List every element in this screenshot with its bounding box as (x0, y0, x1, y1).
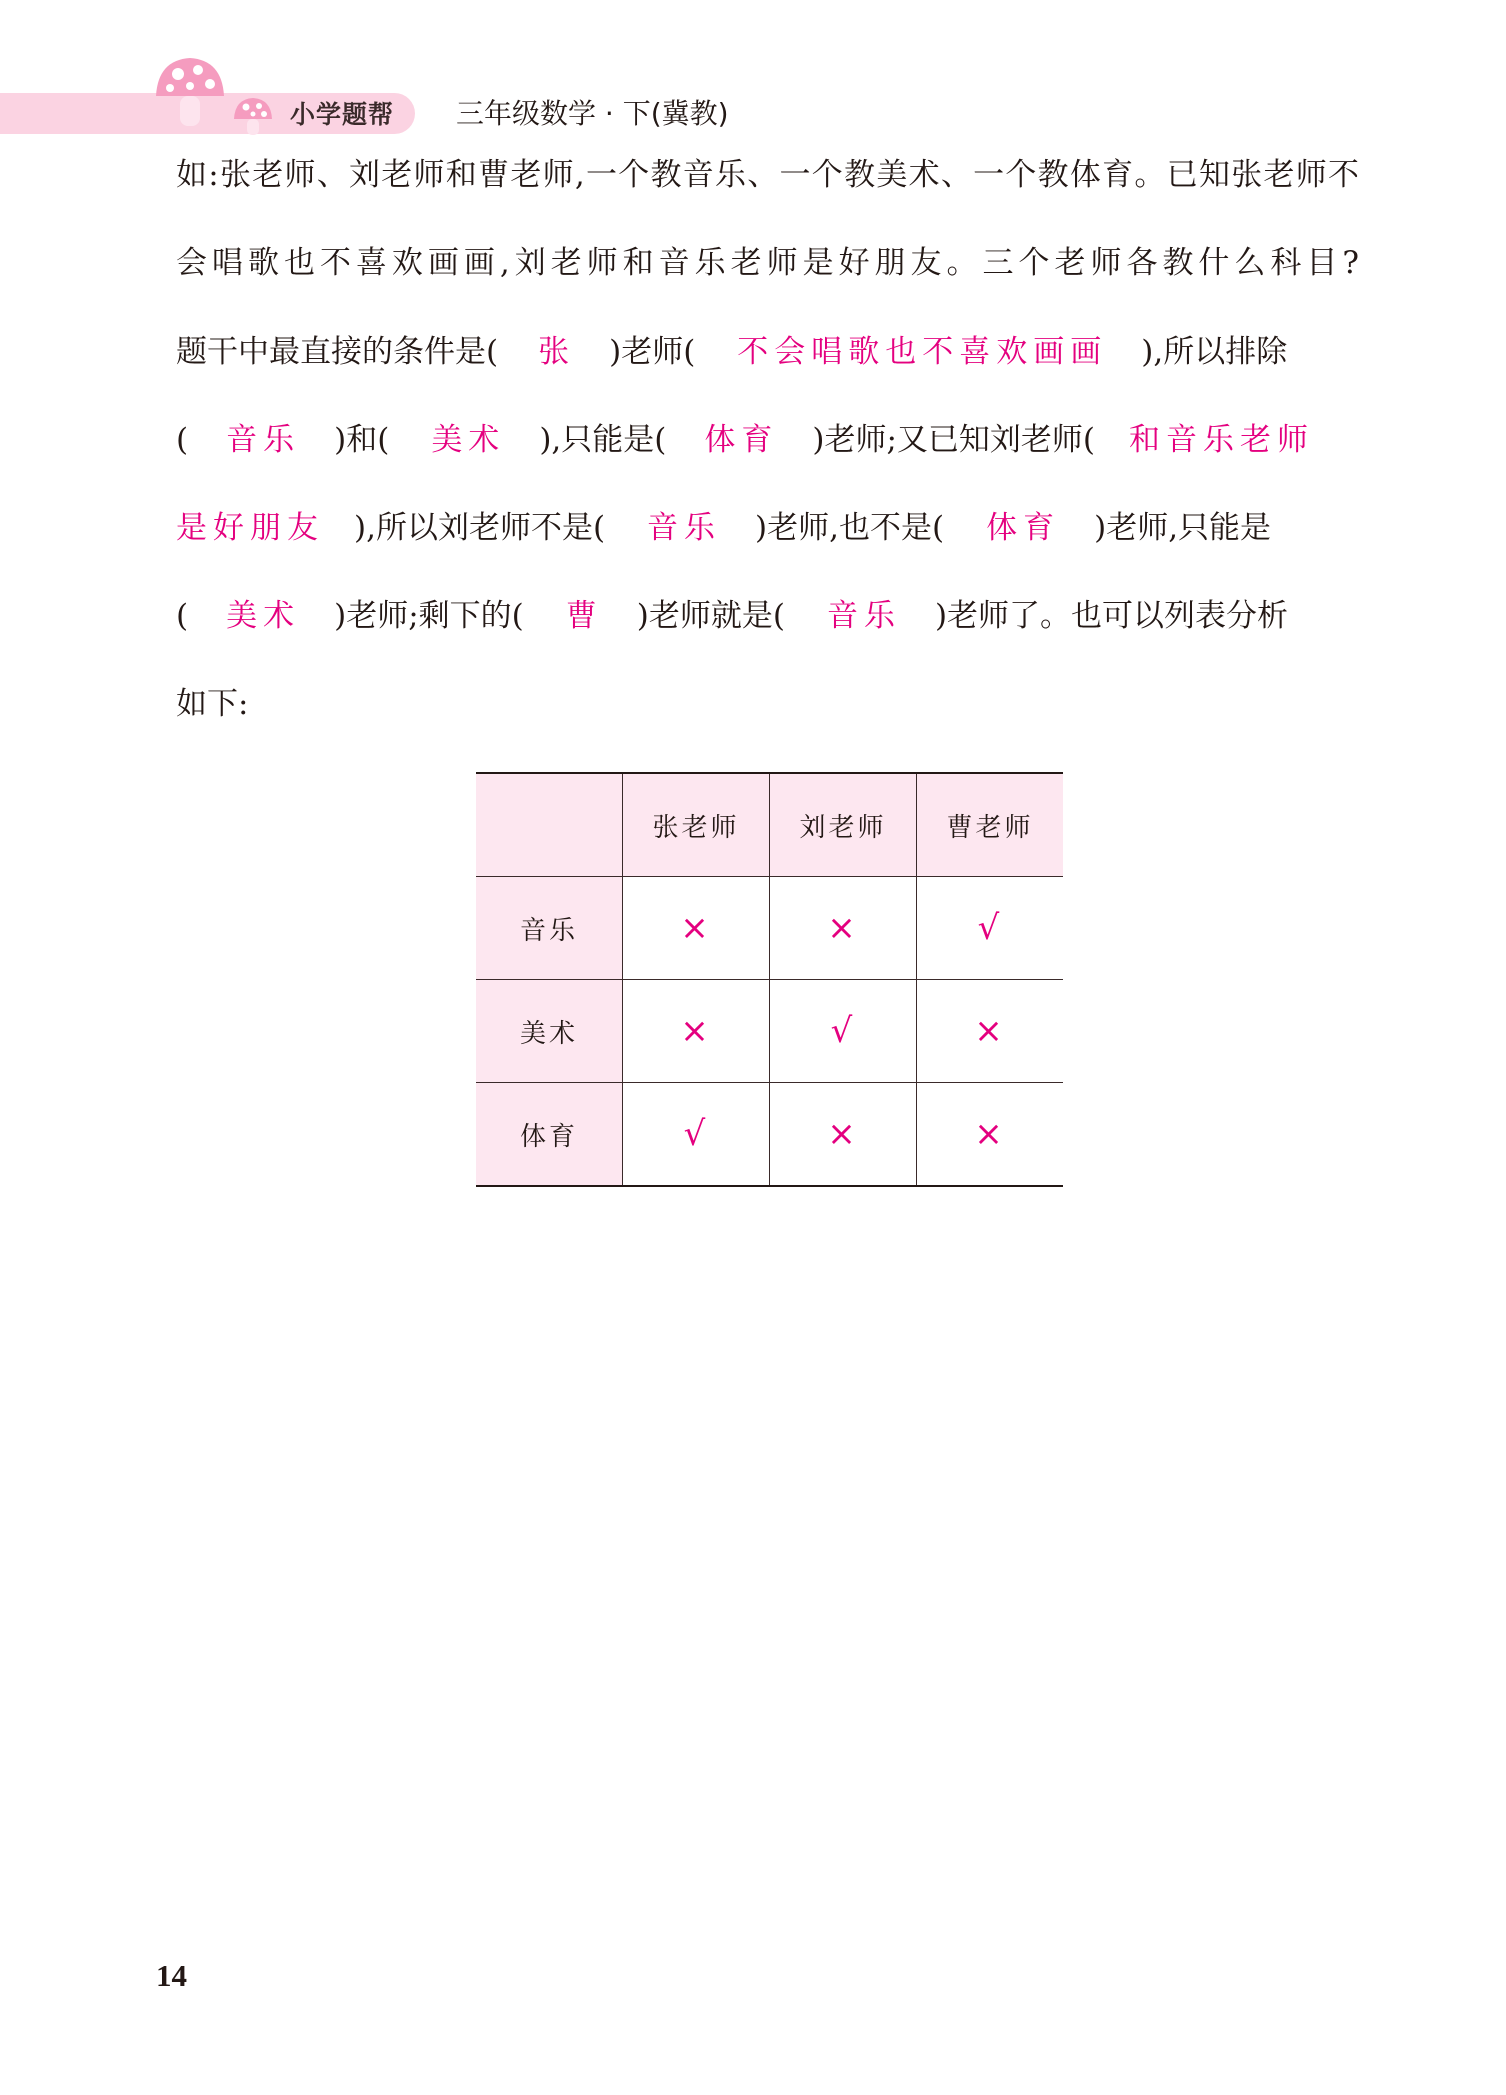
text: )老师;又已知刘老师( (812, 422, 1095, 458)
subject-cell: 音乐 (476, 877, 623, 980)
analysis-table (476, 772, 1063, 1187)
table-header-cell: 刘老师 (770, 773, 917, 877)
mark-cell: × (917, 1083, 1064, 1187)
table-corner-cell (476, 773, 623, 877)
answer-blank: 是好朋友 (176, 510, 324, 546)
text: ( (176, 422, 189, 458)
table-header-cell: 曹老师 (917, 773, 1064, 877)
table-row (476, 980, 1063, 1083)
mark-cell: √ (917, 877, 1064, 980)
mark-cell: √ (623, 1083, 770, 1187)
mushroom-icon (150, 52, 230, 132)
text: )老师了。也可以列表分析 (934, 598, 1289, 634)
table-header-cell: 张老师 (623, 773, 770, 877)
page-number: 14 (156, 1958, 187, 1993)
book-title: 三年级数学 · 下(冀教) (456, 97, 729, 130)
answer-blank: 不会唱歌也不喜欢画画 (737, 334, 1108, 370)
answer-blank: 体育 (704, 422, 779, 458)
text: )老师( (609, 334, 696, 370)
analysis-line-4 (176, 586, 1359, 646)
text: ),所以排除 (1141, 334, 1288, 370)
answer-blank: 音乐 (826, 598, 901, 634)
answer-blank: 和音乐老师 (1129, 422, 1314, 458)
subject-cell: 美术 (476, 980, 623, 1083)
mark-cell: × (623, 877, 770, 980)
mark-cell: × (770, 1083, 917, 1187)
analysis-line-1 (176, 322, 1359, 382)
text: )老师,只能是 (1094, 510, 1272, 546)
series-title: 小学题帮 (290, 100, 395, 129)
mark-cell: × (770, 877, 917, 980)
analysis-line-5: 如下: (176, 686, 249, 722)
text: )老师,也不是( (755, 510, 945, 546)
text: 题干中最直接的条件是( (176, 334, 499, 370)
answer-blank: 音乐 (647, 510, 722, 546)
text: ),只能是( (539, 422, 667, 458)
example-line-2: 会唱歌也不喜欢画画,刘老师和音乐老师是好朋友。三个老师各教什么科目? (176, 245, 1359, 281)
analysis-line-3 (176, 498, 1359, 558)
answer-blank: 音乐 (226, 422, 301, 458)
text: )和( (334, 422, 390, 458)
answer-blank: 张 (538, 334, 576, 370)
text: )老师;剩下的( (334, 598, 524, 634)
table-row (476, 1083, 1063, 1187)
answer-blank: 美术 (226, 598, 301, 634)
mark-cell: √ (770, 980, 917, 1083)
text: ( (176, 598, 189, 634)
table-header-row (476, 773, 1063, 877)
answer-blank: 体育 (986, 510, 1061, 546)
table-row (476, 877, 1063, 980)
answer-blank: 美术 (431, 422, 506, 458)
example-line-1: 如:张老师、刘老师和曹老师,一个教音乐、一个教美术、一个教体育。已知张老师不 (176, 157, 1359, 193)
analysis-line-2 (176, 410, 1359, 470)
answer-blank: 曹 (565, 598, 603, 634)
mark-cell: × (623, 980, 770, 1083)
subject-cell: 体育 (476, 1083, 623, 1187)
mark-cell: × (917, 980, 1064, 1083)
text: ),所以刘老师不是( (354, 510, 606, 546)
text: )老师就是( (636, 598, 785, 634)
